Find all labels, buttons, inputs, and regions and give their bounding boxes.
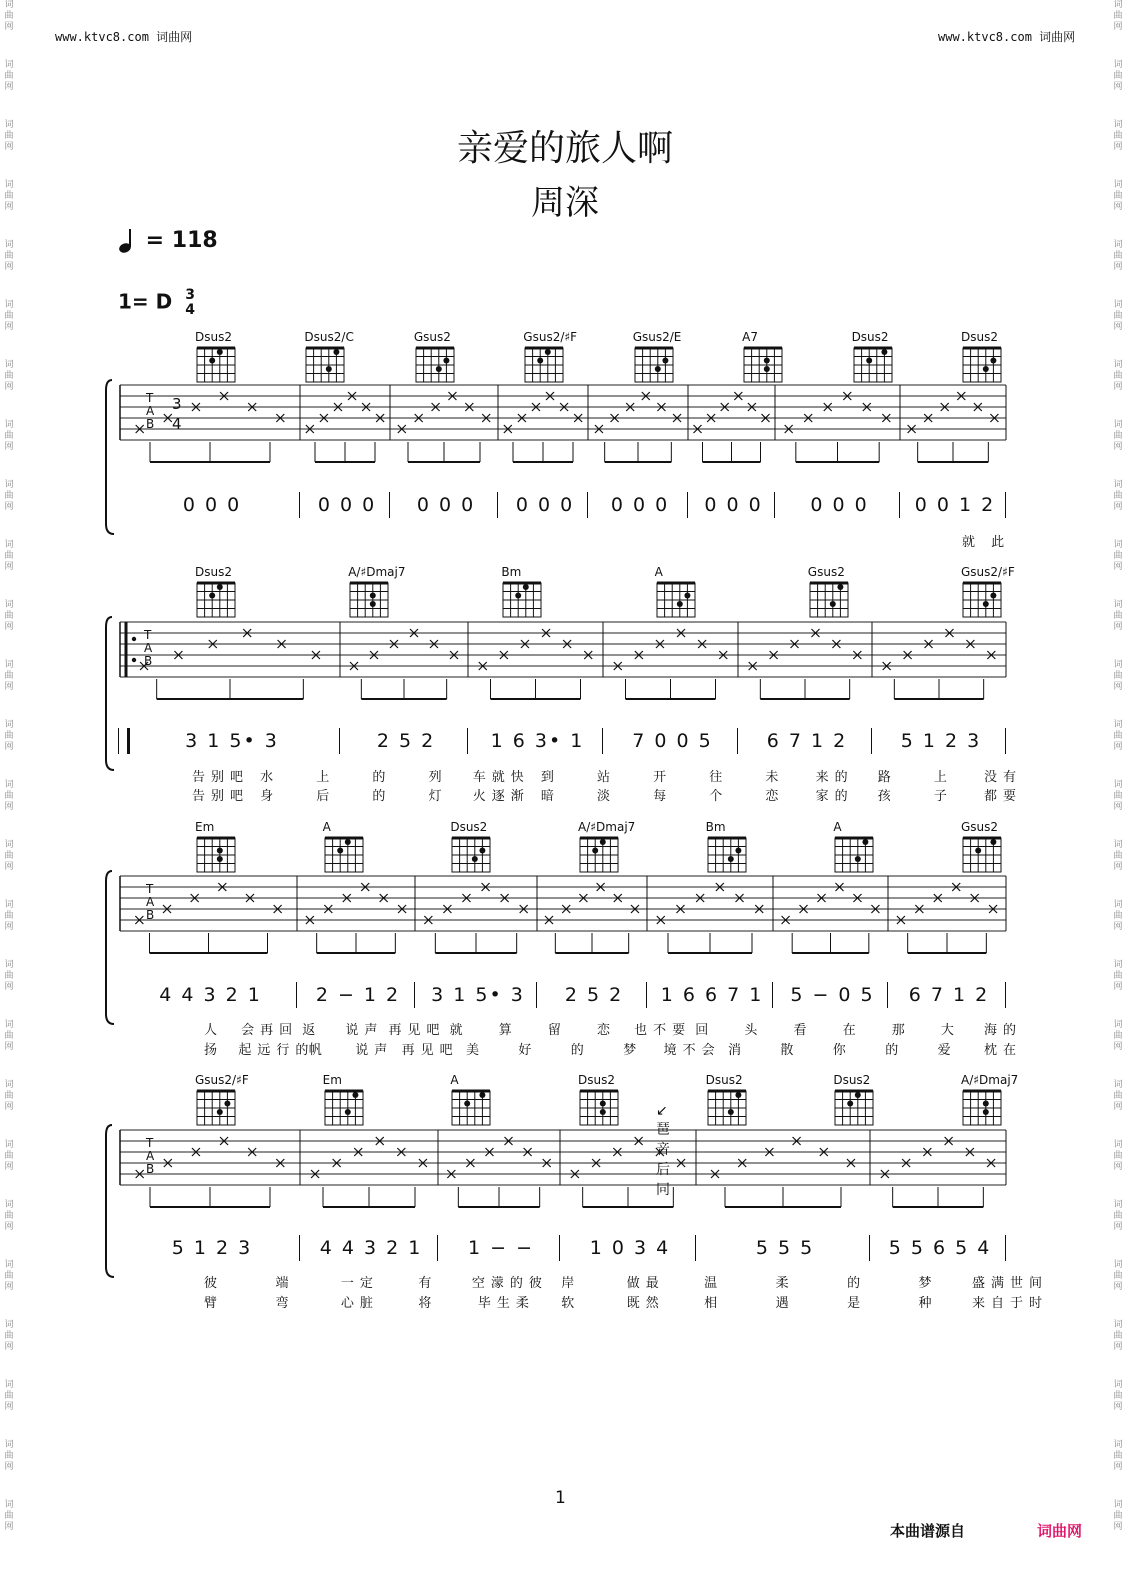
tab-letter: B	[144, 654, 153, 668]
lyric-text: 再见吧	[388, 1023, 446, 1038]
chord-name: A	[833, 820, 842, 834]
side-watermark-text: 词 曲 网	[4, 660, 14, 692]
lyric-text: 消	[728, 1043, 748, 1058]
lyric-text: 孩	[877, 789, 897, 804]
jianpu-measure: 1 − −	[467, 1237, 534, 1259]
site-header-left: www.ktvc8.com 词曲网	[55, 30, 193, 44]
lyric-text: 再见吧	[401, 1043, 459, 1058]
chord-name: Dsus2	[705, 1073, 743, 1087]
side-watermark-text: 词 曲 网	[4, 240, 14, 272]
lyric-text: 个	[709, 789, 729, 804]
time-top: 3	[185, 287, 195, 303]
chord-name: A/♯Dmaj7	[578, 820, 636, 834]
lyric-text: 软	[561, 1296, 581, 1311]
tab-letter: T	[146, 882, 154, 896]
side-watermark-text: 词 曲 网	[1113, 660, 1123, 692]
song-title: 亲爱的旅人啊	[456, 128, 673, 169]
chord-name: A	[654, 565, 663, 579]
side-watermark-text: 词 曲 网	[4, 840, 14, 872]
chord-diagram	[195, 1073, 249, 1133]
site-header-right: www.ktvc8.com 词曲网	[938, 30, 1076, 44]
side-watermark-text: 词 曲 网	[1113, 420, 1123, 452]
lyric-text: 火逐渐	[472, 789, 530, 804]
lyric-text: 美	[466, 1043, 486, 1058]
lyric-text: 一定	[340, 1276, 379, 1291]
time-bottom: 4	[185, 302, 195, 318]
measure-barline	[559, 1235, 560, 1261]
jianpu-measure: 5 − 0 5	[790, 984, 875, 1006]
lyric-text: 起远行的	[238, 1043, 315, 1058]
jianpu-measure: 6 7 1 2	[908, 984, 990, 1006]
lyric-text: 臂	[204, 1296, 224, 1311]
jianpu-measure: 0 0 0	[704, 494, 763, 516]
chord-diagram	[450, 1073, 494, 1133]
jianpu-measure: 0 0 0	[810, 494, 869, 516]
lyric-text: 弯	[275, 1296, 295, 1311]
system-bracket	[106, 1125, 114, 1277]
jianpu-measure: 5 5 5	[755, 1237, 815, 1259]
side-watermark-text: 词 曲 网	[4, 1260, 14, 1292]
jianpu-measure: 4 4 3 2 1	[319, 1237, 423, 1259]
chord-name: Dsus2	[578, 1073, 615, 1087]
lyric-text: 恋	[597, 1023, 617, 1038]
chord-name: Gsus2/♯F	[523, 330, 578, 344]
brand-label: 词曲网	[1037, 1522, 1083, 1540]
chord-name: Dsus2	[833, 1073, 871, 1087]
chord-name: Gsus2	[413, 330, 451, 344]
lyric-text: 那	[891, 1023, 911, 1038]
song-artist: 周深	[531, 183, 599, 223]
side-watermark-text: 词 曲 网	[4, 720, 14, 752]
side-watermark-text: 词 曲 网	[4, 1500, 14, 1532]
tab-letter: B	[146, 417, 155, 431]
jianpu-measure: 0 0 1 2	[914, 494, 996, 516]
chord-name: Dsus2	[195, 565, 232, 579]
side-watermark-text: 词 曲 网	[1113, 180, 1123, 212]
chord-grid	[195, 1087, 239, 1129]
lyric-text: 柔	[775, 1276, 795, 1291]
side-watermark-text: 词 曲 网	[1113, 600, 1123, 632]
page-number: 1	[555, 1488, 566, 1508]
lyric-text: 子	[933, 789, 953, 804]
jianpu-measure: 5 1 2 3	[900, 730, 982, 752]
side-watermark-text: 词 曲 网	[4, 1080, 14, 1112]
side-watermark-text: 词 曲 网	[1113, 1380, 1123, 1412]
lyric-text: 每	[653, 789, 673, 804]
jianpu-measure: 1 6 6 7 1	[660, 984, 764, 1006]
chord-grid	[578, 1087, 622, 1129]
lyric-text: 毕生柔	[477, 1296, 535, 1311]
side-watermark-text: 词 曲 网	[1113, 1020, 1123, 1052]
side-watermark-text: 词 曲 网	[1113, 300, 1123, 332]
side-watermark-text: 词 曲 网	[4, 1320, 14, 1352]
jianpu-measure: 4 4 3 2 1	[159, 984, 262, 1006]
side-watermark-text: 词 曲 网	[1113, 780, 1123, 812]
side-watermark-text: 词 曲 网	[1113, 120, 1123, 152]
jianpu-measure: 2 5 2	[564, 984, 624, 1006]
lyric-text: 站	[597, 770, 617, 785]
lyric-text: 枕在	[984, 1043, 1023, 1058]
chord-grid	[323, 1087, 367, 1129]
lyric-text: 淡	[597, 789, 617, 804]
jianpu-measure: 5 5 6 5 4	[888, 1237, 992, 1259]
side-watermark-text: 词 曲 网	[1113, 1140, 1123, 1172]
lyric-text: 看	[793, 1023, 813, 1038]
chord-name: A7	[742, 330, 758, 344]
side-watermark-text: 词 曲 网	[1113, 1260, 1123, 1292]
lyric-text: 身	[260, 789, 280, 804]
tab-letter: B	[146, 908, 155, 922]
side-watermark-text: 词 曲 网	[1113, 960, 1123, 992]
jianpu-measure: 5 1 2 3	[171, 1237, 253, 1259]
lyric-text: 就 此	[962, 535, 1011, 550]
lyric-text: 盛满世间	[972, 1276, 1049, 1291]
lyric-text: 告别吧	[192, 789, 250, 804]
jianpu-measure: 0 0 0	[610, 494, 670, 516]
jianpu-measure: 2 5 2	[376, 730, 436, 752]
chord-name: Dsus2	[851, 330, 889, 344]
chord-name: Bm	[501, 565, 522, 579]
side-watermark-text: 词 曲 网	[4, 540, 14, 572]
chord-name: A/♯Dmaj7	[961, 1073, 1019, 1087]
chord-diagram	[833, 1073, 877, 1133]
side-watermark-text: 词 曲 网	[4, 600, 14, 632]
side-watermark-text: 词 曲 网	[4, 120, 14, 152]
lyric-text: 暗	[540, 789, 560, 804]
key-label: 1= D	[118, 289, 173, 314]
lyric-text: 告别吧	[192, 770, 250, 785]
side-watermark-text: 词 曲 网	[1113, 60, 1123, 92]
lyric-text: 空濛的彼	[471, 1276, 548, 1291]
chord-name: A	[322, 820, 331, 834]
lyric-text: 会再回	[241, 1023, 299, 1038]
lyric-text: 帆	[308, 1043, 328, 1058]
side-watermark-text: 词 曲 网	[1113, 1500, 1123, 1532]
side-watermark-text: 词 曲 网	[1113, 720, 1123, 752]
tab-time-signature: 4	[172, 415, 182, 433]
chord-name: Em	[195, 820, 215, 834]
lyric-text: 的	[847, 1276, 867, 1291]
side-watermark-text: 词 曲 网	[4, 420, 14, 452]
lyric-text: 往	[709, 770, 729, 785]
jianpu-measure: 0 0 0	[317, 494, 377, 516]
chord-grid	[961, 1087, 1005, 1129]
lyric-text: 恋	[765, 789, 785, 804]
side-watermark-text: 词 曲 网	[1113, 900, 1123, 932]
lyric-text: 说声	[355, 1043, 394, 1058]
lyric-text: 梦	[623, 1043, 643, 1058]
lyric-text: 岸	[561, 1276, 581, 1291]
chord-name: Gsus2	[807, 565, 845, 579]
lyric-text: 就	[449, 1023, 469, 1038]
side-watermark-text: 词 曲 网	[1113, 1080, 1123, 1112]
lyric-text: 大	[940, 1023, 960, 1038]
side-watermark-text: 词 曲 网	[4, 1020, 14, 1052]
side-watermark-text: 词 曲 网	[4, 180, 14, 212]
lyric-text: 你	[832, 1043, 852, 1058]
tab-letter: A	[146, 404, 155, 418]
lyric-text: 都要	[984, 789, 1023, 804]
lyric-text: 来的	[815, 770, 854, 785]
lyric-text: 列	[428, 770, 448, 785]
lyric-text: 既然	[626, 1296, 665, 1311]
lyric-text: 家的	[815, 789, 854, 804]
tab-letter: A	[144, 641, 153, 655]
lyric-text: 的	[570, 1043, 590, 1058]
tab-letter: A	[146, 1149, 155, 1163]
lyric-text: 头	[744, 1023, 764, 1038]
lyric-text: 算	[498, 1023, 518, 1038]
tab-letter: T	[146, 1136, 154, 1150]
lyric-text: 散	[780, 1043, 800, 1058]
side-watermark-text: 词 曲 网	[4, 480, 14, 512]
chord-name: Bm	[705, 820, 726, 834]
side-watermark-text: 词 曲 网	[1113, 1440, 1123, 1472]
side-watermark-text: 词 曲 网	[1113, 1200, 1123, 1232]
lyric-text: 相	[704, 1296, 724, 1311]
side-watermark-text: 词 曲 网	[4, 1140, 14, 1172]
lyric-text: 未	[765, 770, 785, 785]
lyric-text: 留	[547, 1023, 567, 1038]
side-watermark-text: 词 曲 网	[1113, 240, 1123, 272]
jianpu-measure: 1 0 3 4	[589, 1237, 671, 1259]
side-watermark-text: 词 曲 网	[1113, 840, 1123, 872]
lyric-text: 种	[918, 1296, 938, 1311]
side-watermark-text: 词 曲 网	[4, 60, 14, 92]
lyric-text: 温	[704, 1276, 724, 1291]
chord-grid	[450, 1087, 494, 1129]
jianpu-measure: 0 0 0	[515, 494, 575, 516]
chord-name: Gsus2/E	[632, 330, 682, 344]
chord-name: Gsus2	[961, 820, 999, 834]
lyric-text: 没有	[984, 770, 1023, 785]
jianpu-measure: 1 6 3• 1	[490, 730, 585, 752]
lyric-text: 做最	[626, 1276, 665, 1291]
side-watermark-text: 词 曲 网	[4, 1380, 14, 1412]
side-watermark-text: 词 曲 网	[1113, 0, 1123, 32]
lyric-text: 后	[316, 789, 336, 804]
lyric-text: 扬	[204, 1043, 224, 1058]
chord-name: Dsus2	[450, 820, 488, 834]
chord-name: Em	[322, 1073, 342, 1087]
jianpu-measure: 3 1 5• 3	[431, 984, 525, 1006]
lyric-text: 上	[933, 770, 953, 785]
lyric-text: 人	[204, 1023, 224, 1038]
lyric-text: 车就快	[472, 770, 530, 785]
chord-diagram	[706, 1073, 750, 1133]
lyric-text: 端	[275, 1276, 295, 1291]
lyric-text: 梦	[918, 1276, 938, 1291]
chord-diagram	[578, 1073, 622, 1133]
chord-name: Gsus2/♯F	[961, 565, 1015, 579]
lyric-text: 开	[653, 770, 673, 785]
side-watermark-text: 词 曲 网	[4, 960, 14, 992]
chord-name: A/♯Dmaj7	[348, 565, 406, 579]
chord-name: Dsus2	[195, 330, 232, 344]
chord-name: Dsus2	[961, 330, 998, 344]
chord-grid	[833, 1087, 877, 1129]
side-watermark-text: 词 曲 网	[4, 300, 14, 332]
chord-name: Gsus2/♯F	[195, 1073, 249, 1087]
lyric-text: 到	[540, 770, 560, 785]
tab-letter: T	[144, 628, 152, 642]
chord-diagram	[323, 1073, 367, 1133]
tab-letter: T	[146, 391, 154, 405]
lyric-text: 心脏	[340, 1296, 379, 1311]
lyric-text: 的	[372, 770, 392, 785]
jianpu-measure: 6 7 1 2	[766, 730, 848, 752]
side-watermark-text: 词 曲 网	[4, 1440, 14, 1472]
lyric-text: 是	[847, 1296, 867, 1311]
tab-letter: A	[146, 895, 155, 909]
lyric-text: 境不会	[663, 1043, 721, 1058]
measure-barline	[869, 1235, 870, 1261]
jianpu-measure: 0 0 0	[182, 494, 242, 516]
tab-letter: B	[146, 1162, 155, 1176]
lyric-text: 返	[302, 1023, 322, 1038]
jianpu-measure: 2 − 1 2	[315, 984, 401, 1006]
lyric-text: 彼	[204, 1276, 224, 1291]
lyric-text: 的	[372, 789, 392, 804]
side-watermark-text: 词 曲 网	[4, 0, 14, 32]
lyric-text: 在	[842, 1023, 862, 1038]
lyric-text: 回	[695, 1023, 715, 1038]
lyric-text: 将	[418, 1296, 438, 1311]
lyric-text: 上	[316, 770, 336, 785]
chord-name: Dsus2/C	[304, 330, 354, 344]
side-watermark-text: 词 曲 网	[4, 900, 14, 932]
jianpu-measure: 0 0 0	[416, 494, 476, 516]
side-watermark-text: 词 曲 网	[1113, 1320, 1123, 1352]
lyric-text: 也不要	[634, 1023, 692, 1038]
source-label: 本曲谱源自	[890, 1522, 966, 1540]
lyric-text: 路	[877, 770, 897, 785]
lyric-text: 遇	[775, 1296, 795, 1311]
chord-name: A	[450, 1073, 459, 1087]
measure-barline	[695, 1235, 696, 1261]
tempo-value: = 118	[145, 228, 218, 253]
measure-barline	[1005, 1235, 1006, 1261]
chord-grid	[706, 1087, 750, 1129]
lyric-text: 海的	[984, 1023, 1023, 1038]
lyric-text: 水	[260, 770, 280, 785]
side-watermark-text: 词 曲 网	[4, 1200, 14, 1232]
lyric-text: 的	[885, 1043, 905, 1058]
lyric-text: 灯	[428, 789, 448, 804]
jianpu-measure: 7 0 0 5	[632, 730, 713, 752]
measure-barline	[437, 1235, 438, 1261]
tab-time-signature: 3	[172, 395, 182, 413]
arpeggio-note: ↙琶音后同	[656, 1103, 670, 1198]
side-watermark-text: 词 曲 网	[1113, 360, 1123, 392]
lyric-text: 来自于时	[972, 1296, 1049, 1311]
jianpu-measure: 3 1 5• 3	[185, 730, 279, 752]
side-watermark-text: 词 曲 网	[1113, 480, 1123, 512]
lyric-text: 爱	[937, 1043, 957, 1058]
side-watermark-text: 词 曲 网	[1113, 540, 1123, 572]
measure-barline	[299, 1235, 300, 1261]
side-watermark-text: 词 曲 网	[4, 360, 14, 392]
lyric-text: 好	[518, 1043, 538, 1058]
lyric-text: 说声	[345, 1023, 384, 1038]
lyric-text: 有	[418, 1276, 438, 1291]
chord-diagram	[961, 1073, 1018, 1133]
side-watermark-text: 词 曲 网	[4, 780, 14, 812]
